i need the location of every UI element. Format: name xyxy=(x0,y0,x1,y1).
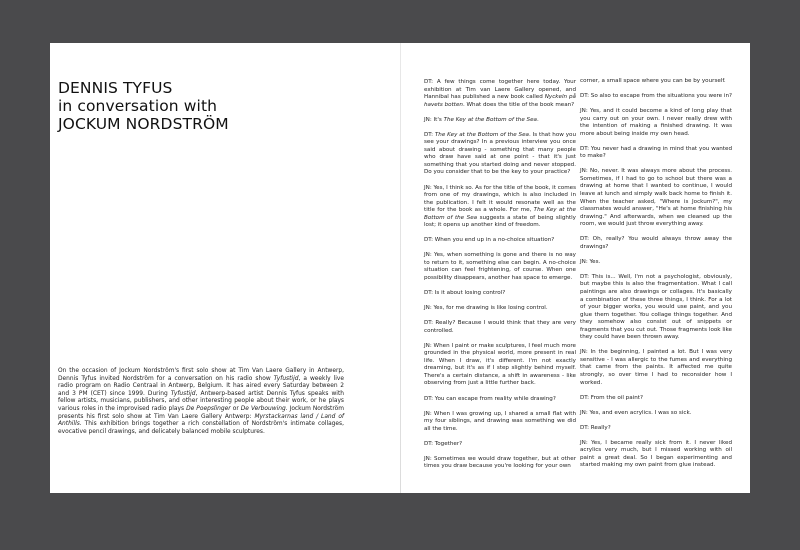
question: DT: Really? xyxy=(580,424,611,431)
question: DT: Is it about losing control? xyxy=(424,290,506,297)
answer: corner, a small space where you can be by yourself. xyxy=(580,78,726,84)
answer: JN: Yes, for me drawing is like losing control. xyxy=(424,305,548,312)
question: DT: Oh, really? You would always throw away the drawings? xyxy=(580,236,732,250)
title-line-2: in conversation with xyxy=(58,97,218,115)
question: DT: A few things come together here today. Your exhibition at Tim van Laere Gallery opened, and Hannibal has published a new book called Nyckeln på havets botten. What does the title of the book mean? xyxy=(424,79,576,108)
answer: JN: Sometimes we would draw together, but at other times you draw because you're looking for your own xyxy=(424,455,576,470)
page-gutter xyxy=(400,43,401,493)
answer: JN: Yes, and even acrylics. I was so sick. xyxy=(580,409,692,416)
answer: JN: Yes, I became really sick from it. I never liked acrylics very much, but I missed working with oil paint a great deal. So I began experimenting and started making my own paint from glue instead. xyxy=(580,439,732,469)
interview-column-2 xyxy=(580,78,732,470)
question: DT: From the oil paint? xyxy=(580,394,643,401)
question: DT: So also to escape from the situations you were in? xyxy=(580,93,732,100)
answer: JN: Yes, when something is gone and there is no way to return to it, something else can begin. A no-choice situation can feel frightening, of course. When one possibility disappears, another has space to emerge. xyxy=(424,252,576,281)
answer: JN: When I was growing up, I shared a small flat with my four siblings, and drawing was something we did all the time. xyxy=(424,410,576,432)
answer: JN: Yes. xyxy=(580,258,601,265)
question: DT: The Key at the Bottom of the Sea. Is that how you see your drawings? In a previous interview you once said about drawing - something that many people who draw have said at one point - that it's just something that you started doing and never stopped. Do you consider that to be the key to your practice? xyxy=(424,131,576,176)
title-line-3: JOCKUM NORDSTRÖM xyxy=(58,115,229,133)
answer: JN: When I paint or make sculptures, I feel much more grounded in the physical world, more present in real life. When I draw, it's different. I'm not exactly dreaming, but it's as if I step slightly behind myself. There's a certain distance, a shift in awareness - like observing from just a little further back. xyxy=(424,342,576,387)
question: DT: This is... Well, I'm not a psychologist, obviously, but maybe this is also the fragmentation. What I call paintings are also drawings or collages. It's basically a combination of these three things, I think. For a lot of your bigger works, you would use paint, and you glue them together. You collage things together. And they somehow also consist out of snippets or fragments that you cut out. Those fragments look like they could have been thrown away. xyxy=(580,273,732,341)
answer: JN: Yes, and it could become a kind of long play that you carry out on your own. I never really drew with the intention of making a finished drawing. It was more about being inside my own head. xyxy=(580,108,732,137)
intro-paragraph: On the occasion of Jockum Nordström's first solo show at Tim Van Laere Gallery in Antwerp, Dennis Tyfus invited Nordström for a conversation on his radio show Tyfustijd, a weekly live radio program on Radio Centraal in Antwerp, Belgium. It has aired every Saturday between 2 and 3 PM (CET) since 1999. During Tyfustijd, Antwerp-based artist Dennis Tyfus speaks with fellow artists, musicians, publishers, and other interesting people about their work, or he plays various roles in the improvised radio plays De Poepslinger or De Verbouwing. Jockum Nordström presents his first solo show at Tim Van Laere Gallery Antwerp: Myrstackarnas land / Land of Anthills. This exhibition brings together a rich constellation of Nordström's intimate collages, evocative pencil drawings, and delicately balanced mobile sculptures. xyxy=(58,368,345,435)
answer: JN: Yes, I think so. As for the title of the book, it comes from one of my drawings, which is also included in the publication. I felt it would resonate well as the title for the book as a whole. For me, The Key at the Bottom of the Sea suggests a state of being slightly lost; it opens up another kind of freedom. xyxy=(424,184,576,229)
question: DT: Really? Because I would think that they are very controlled. xyxy=(424,320,576,334)
article-title xyxy=(58,79,318,133)
book-spread xyxy=(50,43,750,493)
question: DT: When you end up in a no-choice situation? xyxy=(424,237,555,244)
question: DT: You never had a drawing in mind that you wanted to make? xyxy=(580,145,732,160)
title-line-1: DENNIS TYFUS xyxy=(58,79,173,97)
answer: JN: In the beginning, I painted a lot. But I was very sensitive - I was allergic to the fumes and everything that came from the paints. It affected me quite strongly, so over time I had to reconsider how I worked. xyxy=(580,349,732,386)
answer: JN: It's The Key at the Bottom of the Sea. xyxy=(424,116,539,123)
question: DT: Together? xyxy=(424,440,463,447)
interview-column-1 xyxy=(424,79,576,471)
answer: JN: No, never. It was always more about the process. Sometimes, if I had to go to school but there was a drawing at home that I wanted to continue, I would leave at lunch and simply walk back home to finish it. When the teacher asked, "Where is Jockum?", my classmates would answer, "He's at home finishing his drawing." And afterwards, when we cleaned up the room, we would just throw everything away. xyxy=(580,168,732,228)
question: DT: You can escape from reality while drawing? xyxy=(424,395,556,402)
